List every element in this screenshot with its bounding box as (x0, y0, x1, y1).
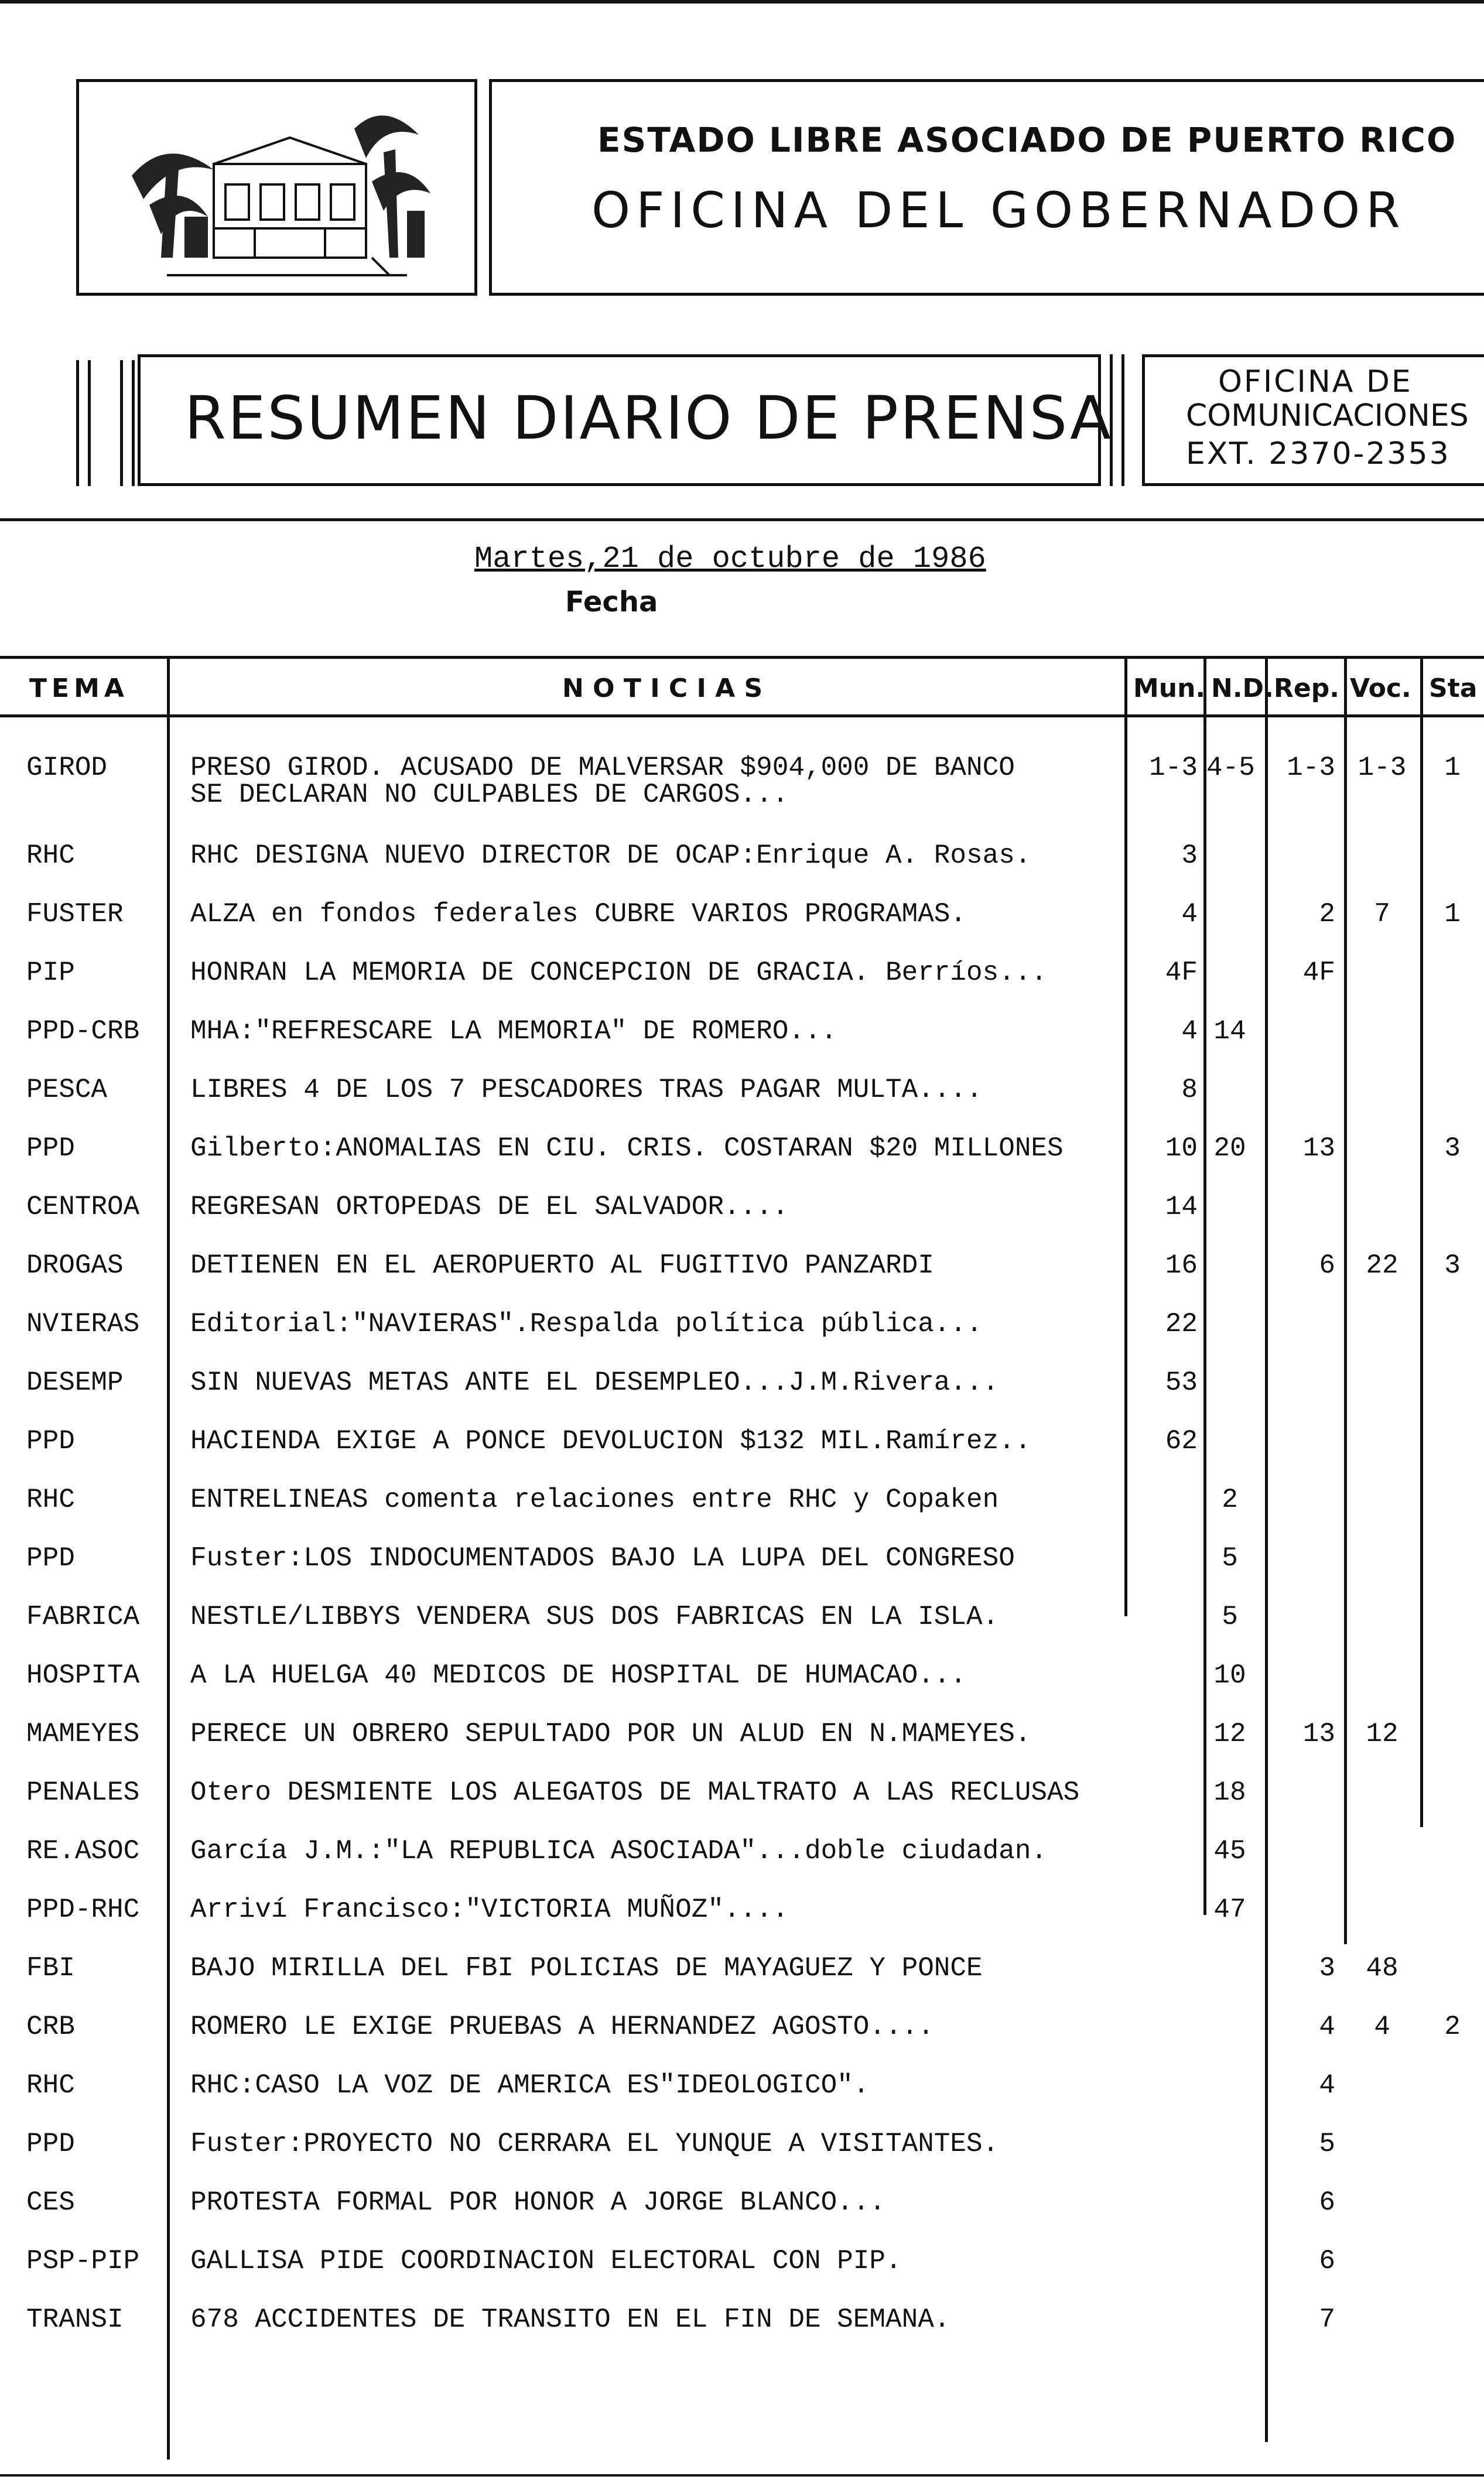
row-mun: 8 (1181, 1075, 1198, 1105)
row-voc: 12 (1366, 1719, 1398, 1749)
row-noticia: Otero DESMIENTE LOS ALEGATOS DE MALTRATO A LAS RECLUSAS (190, 1777, 1080, 1808)
row-nd: 18 (1213, 1777, 1246, 1808)
table-row (0, 2187, 1484, 2234)
row-rep: 6 (1319, 1250, 1335, 1281)
row-rep: 4 (1319, 2070, 1335, 2101)
office-line3: EXT. 2370-2353 (1186, 436, 1451, 471)
header-noticias: N O T I C I A S (562, 673, 763, 703)
table-row (0, 1894, 1484, 1941)
table-row (0, 1367, 1484, 1414)
row-noticia: ROMERO LE EXIGE PRUEBAS A HERNANDEZ AGOSTO.... (190, 2012, 934, 2042)
row-noticia: ENTRELINEAS comenta relaciones entre RHC y Copaken (190, 1485, 999, 1515)
row-tema: PPD-RHC (26, 1894, 140, 1925)
table-row (0, 1309, 1484, 1356)
table-row (0, 2012, 1484, 2058)
row-tema: PPD (26, 1426, 75, 1456)
row-rep: 7 (1319, 2304, 1335, 2335)
header-mun: Mun. (1133, 673, 1206, 703)
page-title: RESUMEN DIARIO DE PRENSA (184, 384, 1113, 453)
row-mun: 16 (1165, 1250, 1198, 1281)
col-divider-noticias (1124, 656, 1127, 714)
row-voc: 1-3 (1358, 753, 1407, 783)
row-noticia: HACIENDA EXIGE A PONCE DEVOLUCION $132 MIL.Ramírez.. (190, 1426, 1031, 1456)
row-voc: 22 (1366, 1250, 1398, 1281)
row-noticia: Editorial:"NAVIERAS".Respalda política pública... (190, 1309, 983, 1339)
row-tema: PESCA (26, 1075, 108, 1105)
row-tema: RE.ASOC (26, 1836, 140, 1866)
row-tema: CENTROA (26, 1192, 140, 1222)
table-row (0, 2129, 1484, 2176)
row-tema: TRANSI (26, 2304, 124, 2335)
row-mun: 10 (1165, 1133, 1198, 1164)
row-rep: 1-3 (1287, 753, 1335, 783)
row-noticia: PROTESTA FORMAL POR HONOR A JORGE BLANCO... (190, 2187, 885, 2218)
table-row (0, 1953, 1484, 2000)
row-nd: 14 (1213, 1016, 1246, 1046)
col-divider-rep (1344, 656, 1347, 714)
row-voc: 48 (1366, 1953, 1398, 1983)
row-noticia: RHC:CASO LA VOZ DE AMERICA ES"IDEOLOGICO". (190, 2070, 870, 2101)
row-tema: PENALES (26, 1777, 140, 1808)
row-tema: FUSTER (26, 899, 124, 929)
table-row (0, 899, 1484, 946)
row-sta: 1 (1444, 753, 1461, 783)
row-nd: 20 (1213, 1133, 1246, 1164)
row-tema: RHC (26, 2070, 75, 2101)
table-row (0, 1660, 1484, 1707)
date-value: Martes,21 de octubre de 1986 (474, 542, 986, 576)
resumen-bar-left-2 (88, 360, 91, 486)
row-noticia: GALLISA PIDE COORDINACION ELECTORAL CON PIP. (190, 2246, 902, 2276)
row-noticia: Gilberto:ANOMALIAS EN CIU. CRIS. COSTARAN $20 MILLONES (190, 1133, 1064, 1164)
resumen-bar-right-2 (1121, 354, 1124, 486)
row-tema: NVIERAS (26, 1309, 140, 1339)
top-edge-line (0, 0, 1484, 4)
resumen-bar-left-4 (132, 360, 135, 486)
logo-box (76, 79, 477, 296)
row-tema: PPD (26, 2129, 75, 2159)
row-sta: 3 (1444, 1250, 1461, 1281)
table-header-line (0, 714, 1484, 717)
col-divider-voc (1420, 656, 1423, 714)
row-tema: FABRICA (26, 1602, 140, 1632)
header-tema: TEMA (29, 673, 129, 703)
header-nd: N.D. (1211, 673, 1274, 703)
row-nd: 2 (1222, 1485, 1238, 1515)
row-rep: 6 (1319, 2187, 1335, 2218)
row-noticia: García J.M.:"LA REPUBLICA ASOCIADA"...doble ciudadan. (190, 1836, 1048, 1866)
row-noticia: Fuster:PROYECTO NO CERRARA EL YUNQUE A VISITANTES. (190, 2129, 999, 2159)
row-nd: 12 (1213, 1719, 1246, 1749)
row-sta: 3 (1444, 1133, 1461, 1164)
row-tema: FBI (26, 1953, 75, 1983)
table-row (0, 2304, 1484, 2351)
table-row (0, 1426, 1484, 1473)
row-mun: 4 (1181, 899, 1198, 929)
row-noticia: PERECE UN OBRERO SEPULTADO POR UN ALUD EN N.MAMEYES. (190, 1719, 1031, 1749)
row-tema: CRB (26, 2012, 75, 2042)
table-row (0, 1836, 1484, 1883)
row-nd: 5 (1222, 1543, 1238, 1574)
table-row (0, 1133, 1484, 1180)
row-mun: 4 (1181, 1016, 1198, 1046)
table-row (0, 1543, 1484, 1590)
row-tema: RHC (26, 840, 75, 871)
row-voc: 4 (1374, 2012, 1390, 2042)
table-row (0, 1777, 1484, 1824)
row-tema: CES (26, 2187, 75, 2218)
row-rep: 2 (1319, 899, 1335, 929)
date-label: Fecha (565, 586, 658, 618)
row-tema: GIROD (26, 753, 108, 783)
fortaleza-logo (79, 82, 474, 293)
row-rep: 3 (1319, 1953, 1335, 1983)
row-rep: 5 (1319, 2129, 1335, 2159)
row-noticia: NESTLE/LIBBYS VENDERA SUS DOS FABRICAS EN LA ISLA. (190, 1602, 999, 1632)
bottom-edge-line (0, 2474, 1484, 2477)
table-row (0, 2246, 1484, 2293)
header-voc: Voc. (1350, 673, 1411, 703)
row-tema: PPD (26, 1543, 75, 1574)
row-noticia: DETIENEN EN EL AEROPUERTO AL FUGITIVO PANZARDI (190, 1250, 934, 1281)
row-nd: 4-5 (1206, 753, 1255, 783)
row-tema: HOSPITA (26, 1660, 140, 1691)
header-line2: OFICINA DEL GOBERNADOR (591, 182, 1406, 239)
row-noticia: Arriví Francisco:"VICTORIA MUÑOZ".... (190, 1894, 789, 1925)
row-noticia: MHA:"REFRESCARE LA MEMORIA" DE ROMERO... (190, 1016, 837, 1046)
row-mun: 14 (1165, 1192, 1198, 1222)
row-tema: PPD-CRB (26, 1016, 140, 1046)
office-line2: COMUNICACIONES (1186, 398, 1469, 433)
row-noticia: SIN NUEVAS METAS ANTE EL DESEMPLEO...J.M.Rivera... (190, 1367, 999, 1398)
row-tema: PPD (26, 1133, 75, 1164)
row-sta: 1 (1444, 899, 1461, 929)
row-mun: 53 (1165, 1367, 1198, 1398)
table-row (0, 1719, 1484, 1766)
row-tema: RHC (26, 1485, 75, 1515)
row-noticia: HONRAN LA MEMORIA DE CONCEPCION DE GRACIA. Berríos... (190, 957, 1048, 988)
header-divider (0, 518, 1484, 521)
row-noticia: PRESO GIROD. ACUSADO DE MALVERSAR $904,000 DE BANCO (190, 753, 1015, 783)
table-top-line (0, 656, 1484, 659)
row-noticia: Fuster:LOS INDOCUMENTADOS BAJO LA LUPA DEL CONGRESO (190, 1543, 1015, 1574)
header-sta: Sta (1429, 673, 1478, 703)
row-noticia-line2: SE DECLARAN NO CULPABLES DE CARGOS... (190, 779, 789, 810)
table-row (0, 1485, 1484, 1531)
table-row (0, 840, 1484, 887)
row-rep: 4 (1319, 2012, 1335, 2042)
table-row (0, 957, 1484, 1004)
header-rep: Rep. (1274, 673, 1339, 703)
header-line1: ESTADO LIBRE ASOCIADO DE PUERTO RICO (597, 120, 1457, 160)
resumen-bar-left-3 (120, 360, 123, 486)
office-line1: OFICINA DE (1218, 364, 1413, 399)
row-tema: PIP (26, 957, 75, 988)
row-mun: 62 (1165, 1426, 1198, 1456)
row-noticia: LIBRES 4 DE LOS 7 PESCADORES TRAS PAGAR MULTA.... (190, 1075, 983, 1105)
row-rep: 13 (1302, 1133, 1335, 1164)
row-mun: 1-3 (1149, 753, 1198, 783)
row-rep: 6 (1319, 2246, 1335, 2276)
table-row (0, 1075, 1484, 1121)
row-noticia: A LA HUELGA 40 MEDICOS DE HOSPITAL DE HUMACAO... (190, 1660, 967, 1691)
row-rep: 4F (1302, 957, 1335, 988)
row-noticia: BAJO MIRILLA DEL FBI POLICIAS DE MAYAGUEZ Y PONCE (190, 1953, 983, 1983)
table-row (0, 2070, 1484, 2117)
row-mun: 4F (1165, 957, 1198, 988)
table-row (0, 1602, 1484, 1648)
row-tema: DROGAS (26, 1250, 124, 1281)
row-noticia: REGRESAN ORTOPEDAS DE EL SALVADOR.... (190, 1192, 789, 1222)
row-rep: 13 (1302, 1719, 1335, 1749)
row-noticia: RHC DESIGNA NUEVO DIRECTOR DE OCAP:Enrique A. Rosas. (190, 840, 1031, 871)
row-sta: 2 (1444, 2012, 1461, 2042)
row-nd: 47 (1213, 1894, 1246, 1925)
row-nd: 45 (1213, 1836, 1246, 1866)
row-noticia: ALZA en fondos federales CUBRE VARIOS PROGRAMAS. (190, 899, 967, 929)
row-tema: PSP-PIP (26, 2246, 140, 2276)
table-row (0, 753, 1484, 817)
row-mun: 22 (1165, 1309, 1198, 1339)
row-voc: 7 (1374, 899, 1390, 929)
row-noticia: 678 ACCIDENTES DE TRANSITO EN EL FIN DE SEMANA. (190, 2304, 950, 2335)
table-row (0, 1016, 1484, 1063)
table-row (0, 1192, 1484, 1239)
row-tema: MAMEYES (26, 1719, 140, 1749)
row-nd: 10 (1213, 1660, 1246, 1691)
resumen-bar-left-1 (76, 360, 79, 486)
row-mun: 3 (1181, 840, 1198, 871)
row-tema: DESEMP (26, 1367, 124, 1398)
row-nd: 5 (1222, 1602, 1238, 1632)
table-row (0, 1250, 1484, 1297)
